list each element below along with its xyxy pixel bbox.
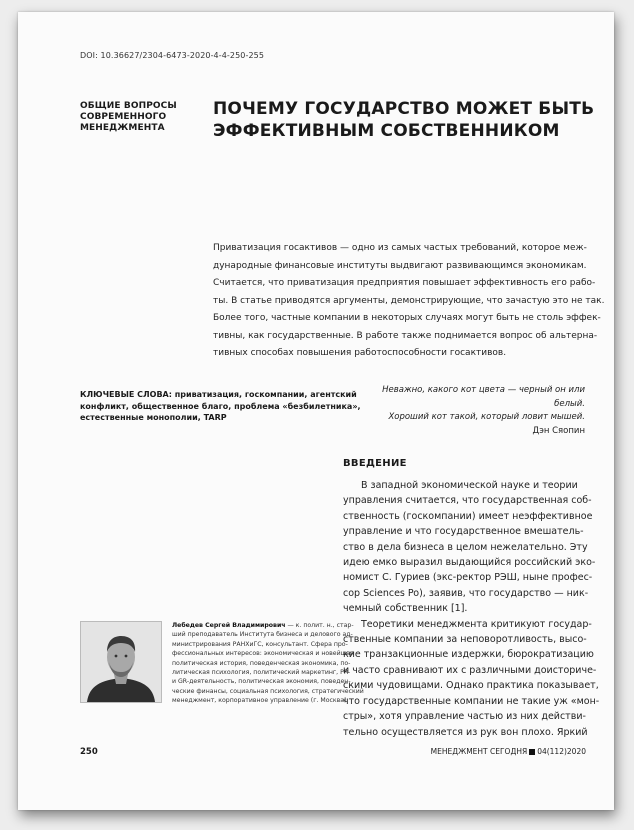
issue-number: 04(112)2020: [537, 747, 586, 756]
body-line: и часто сравнивают их с различными доисториче-: [343, 664, 597, 676]
intro-heading: ВВЕДЕНИЕ: [343, 458, 407, 469]
author-bio-line: и GR-деятельность, политическая экономия, поведен-: [172, 678, 351, 686]
body-line: ство в дела бизнеса в целом нежелательно. Эту: [343, 541, 588, 553]
article-title: [213, 98, 603, 142]
abstract-line: дународные финансовые институты выдвигают развивающимся экономикам.: [213, 260, 587, 271]
body-line: сор Sciences Po), заявив, что государство — ник-: [343, 587, 589, 599]
body-line: тельно осуществляется из рук вон плохо. Яркий: [343, 726, 588, 738]
author-bio-line: ший преподаватель Института бизнеса и делового ад-: [172, 631, 353, 639]
abstract-line: Считается, что приватизация предприятия повышает эффективность его рабо-: [213, 278, 596, 288]
author-bio-line: политическая история, поведенческая экономика, по-: [172, 659, 351, 667]
author-bio-line: фессиональных интересов: экономическая и новейшая: [172, 650, 354, 658]
body-line: Теоретики менеджмента критикуют государ-: [361, 618, 592, 630]
epigraph: [353, 384, 585, 438]
body-line: ственные компании за неповоротливость, высо-: [343, 634, 587, 646]
abstract-line: ты. В статье приводятся аргументы, демонстрирующие, что зачастую это не так.: [213, 295, 605, 306]
author-bio-line: менеджмент, корпоративное управление (г. Москва): [172, 697, 347, 705]
epigraph-author: Дэн Сяопин: [532, 425, 585, 436]
author-name: Лебедев Сергей Владимирович: [172, 622, 286, 629]
author-bio: [172, 621, 364, 706]
epigraph-line: Неважно, какого кот цвета — черный он или белый.: [382, 385, 585, 409]
body-line: что государственные компании не такие уж «мон-: [343, 695, 600, 707]
section-label: [80, 101, 190, 134]
body-line: В западной экономической науке и теории: [361, 480, 578, 491]
doi-line: DOI: 10.36627/2304-6473-2020-4-4-250-255: [80, 51, 265, 60]
epigraph-line: Хороший кот такой, который ловит мышей.: [388, 412, 585, 422]
journal-name: МЕНЕДЖМЕНТ СЕГОДНЯ: [430, 747, 528, 756]
section-line: МЕНЕДЖМЕНТА: [80, 123, 165, 133]
section-line: СОВРЕМЕННОГО: [80, 112, 167, 122]
running-footer: [431, 747, 586, 756]
keywords: [80, 389, 361, 424]
abstract-line: Более того, частные компании в некоторых случаях могут быть не столь эффек-: [213, 313, 601, 323]
body-text: [343, 478, 600, 740]
author-bio-line: литическая психология, политический маркетинг, PR-: [172, 669, 351, 677]
abstract-line: тивны, как государственные. В работе также поднимается вопрос об альтерна-: [213, 330, 598, 341]
body-line: ственность (госкомпании) имеет неэффективное: [343, 510, 593, 522]
keywords-line: КЛЮЧЕВЫЕ СЛОВА: приватизация, госкомпании, агентский: [80, 390, 357, 399]
body-line: стры», хотя управление частью из них действи-: [343, 711, 586, 723]
keywords-line: конфликт, общественное благо, проблема «безбилетника»,: [80, 401, 361, 411]
body-line: кие транзакционные издержки, бюрократизацию: [343, 649, 594, 661]
keywords-line: естественные монополии, TARP: [80, 413, 227, 422]
abstract-line: тивных способах повышения работоспособности госактивов.: [213, 348, 507, 358]
title-line: ЭФФЕКТИВНЫМ СОБСТВЕННИКОМ: [213, 121, 560, 141]
journal-page: [18, 12, 614, 810]
body-line: управления считается, что государственная соб-: [343, 495, 592, 507]
author-photo: [80, 621, 162, 703]
author-bio-line: ческие финансы, социальная психология, стратегический: [172, 687, 364, 695]
body-line: скими чудовищами. Однако практика показывает,: [343, 680, 599, 692]
section-line: ОБЩИЕ ВОПРОСЫ: [80, 101, 177, 111]
body-line: управление и что государственное вмешатель-: [343, 526, 584, 538]
author-bio-line: — к. полит. н., стар-: [287, 622, 354, 629]
abstract-line: Приватизация госактивов — одно из самых частых требований, которое меж-: [213, 243, 587, 253]
body-line: номист С. Гуриев (экс-ректор РЭШ, ныне профес-: [343, 572, 593, 584]
body-line: чемный собственник [1].: [343, 603, 468, 615]
abstract: [213, 240, 605, 363]
square-separator-icon: [529, 749, 535, 755]
page-number: 250: [80, 747, 98, 757]
author-portrait-icon: [81, 622, 161, 702]
body-line: идею емко выразил выдающийся российский эко-: [343, 557, 596, 569]
title-line: ПОЧЕМУ ГОСУДАРСТВО МОЖЕТ БЫТЬ: [213, 99, 595, 119]
author-bio-line: министрирования РАНХиГС, консультант. Сфера про-: [172, 640, 348, 648]
